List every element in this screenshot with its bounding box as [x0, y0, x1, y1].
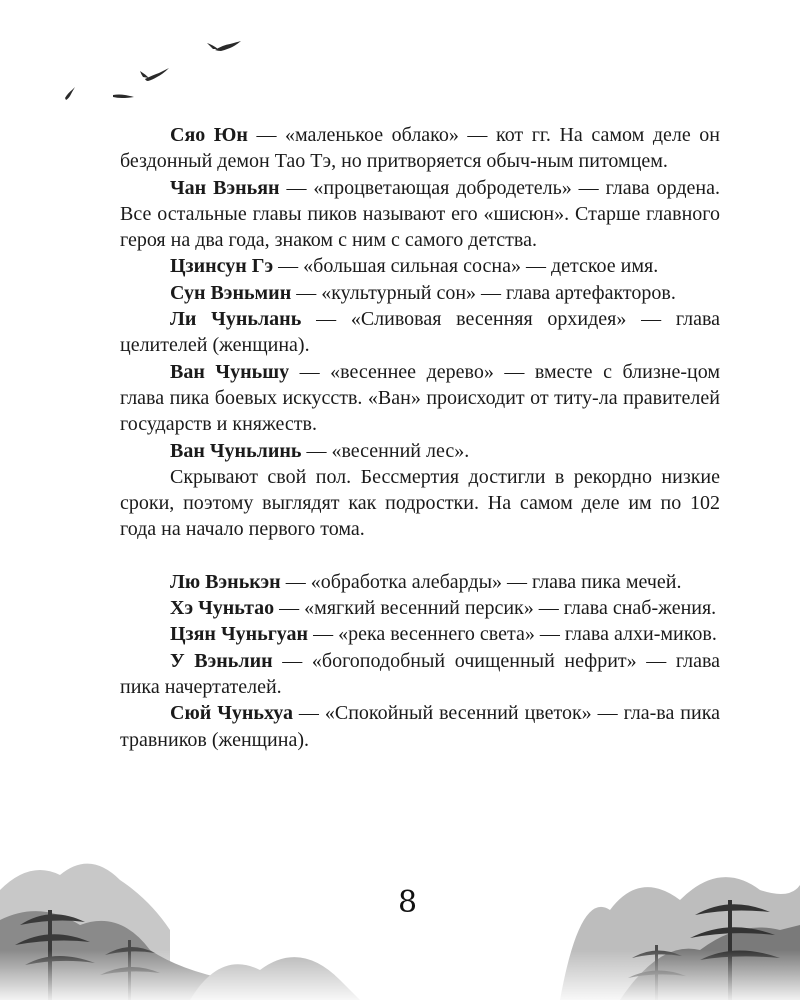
entry-xu-chunhua: Сюй Чуньхуа — «Спокойный весенний цветок» — гла-ва пика травников (женщина).	[120, 702, 720, 751]
bird-2	[145, 68, 169, 81]
entry-name: Ван Чуньлинь	[170, 439, 302, 462]
entry-jingsun-ge: Цзинсун Гэ — «большая сильная сосна» — детское имя.	[170, 255, 659, 278]
bird-1	[215, 41, 241, 51]
entry-wang-chunshu: Ван Чуньшу — «весеннее дерево» — вместе с близне-цом глава пика боевых искусств. «Ван» происходит от титу-ла правителей государств и княжеств.	[120, 360, 720, 436]
entry-name: Цзинсун Гэ	[170, 255, 274, 278]
entry-sun-wenmin: Сун Вэньмин — «культурный сон» — глава артефакторов.	[170, 281, 676, 304]
entry-name: Чан Вэньян	[170, 176, 280, 199]
entry-jiang-chunguan: Цзян Чуньгуан — «река весеннего света» — глава алхи-миков.	[170, 623, 717, 646]
entry-name: Сюй Чуньхуа	[170, 702, 293, 725]
entry-name: Ли Чуньлань	[170, 308, 302, 331]
character-list	[120, 122, 720, 753]
entry-wang-chunlin: Ван Чуньлинь — «весенний лес».	[170, 439, 470, 462]
entry-name: Цзян Чуньгуан	[170, 623, 309, 646]
entry-chan-wenyan: Чан Вэньян — «процветающая добродетель» — глава ордена. Все остальные главы пиков называют его «шисюн». Старше главного героя на два года, знаком с ним с самого детства.	[120, 176, 720, 252]
entry-name: У Вэньлин	[170, 649, 273, 672]
paragraph-gap	[120, 543, 720, 569]
entry-u-wenlin: У Вэньлин — «богоподобный очищенный нефрит» — глава пика начертателей.	[120, 649, 721, 698]
mist-layer	[0, 950, 800, 1000]
entry-name: Сун Вэньмин	[170, 281, 292, 304]
entry-name: Хэ Чуньтао	[170, 597, 275, 620]
bird-3	[113, 95, 134, 99]
note-paragraph: Скрывают свой пол. Бессмертия достигли в рекордно низкие сроки, поэтому выглядят как подростки. На самом деле им по 102 года на начало первого тома.	[120, 465, 721, 541]
entry-liu-wenken: Лю Вэнькэн — «обработка алебарды» — глава пика мечей.	[170, 570, 682, 593]
entry-he-chuntao: Хэ Чуньтао — «мягкий весенний персик» — глава снаб-жения.	[170, 597, 717, 620]
entry-name: Сяо Юн	[170, 124, 248, 146]
page-number: 8	[398, 885, 418, 920]
entry-li-chunlan: Ли Чуньлань — «Сливовая весенняя орхидея» — глава целителей (женщина).	[120, 308, 721, 357]
flying-birds-illustration	[55, 35, 255, 110]
bird-4	[65, 87, 75, 100]
bird-2-wing	[140, 71, 149, 78]
bird-1-wing	[207, 43, 218, 49]
entry-name: Лю Вэнькэн	[170, 570, 281, 593]
entry-xiao-yun: Сяо Юн — «маленькое облако» — кот гг. На самом деле он бездонный демон Тао Тэ, но притворяется обыч-ным питомцем.	[120, 124, 721, 173]
entry-name: Ван Чуньшу	[170, 360, 290, 383]
